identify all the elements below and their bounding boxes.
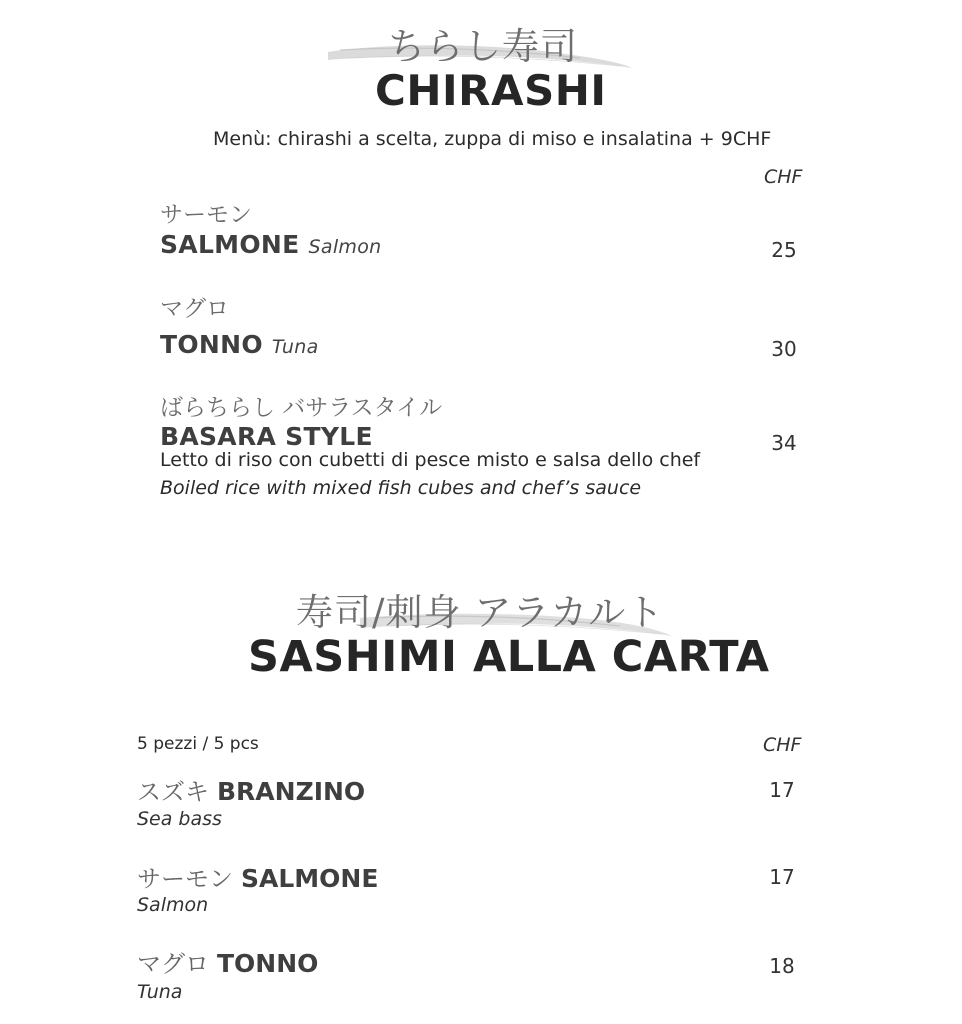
section2-jp-title: 寿司/刺身 アラカルト [296,591,665,634]
item-name [160,230,382,259]
portion-size: 5 pezzi / 5 pcs [137,734,259,754]
item-it-name: BRANZINO [217,777,366,806]
item-en-name: Salmon [137,894,209,916]
menu-note: Menù: chirashi a scelta, zuppa di miso e insalatina + 9CHF [213,128,772,150]
item-en-name: Tuna [271,336,319,358]
item-jp-name: スズキ [137,778,209,806]
item-price: 25 [771,238,797,262]
item-it-name: TONNO [217,949,319,978]
section2-title: SASHIMI ALLA CARTA [248,632,770,682]
item-jp-name: サーモン [137,865,233,893]
item-description-en: Boiled rice with mixed fish cubes and chef’s sauce [160,477,642,499]
item-description-it: Letto di riso con cubetti di pesce misto e salsa dello chef [160,449,701,471]
currency-header: CHF [764,166,803,188]
sashimi-item-title [137,772,365,807]
item-price: 30 [771,337,797,361]
item-name [160,330,319,359]
item-en-name: Tuna [137,981,183,1003]
item-name: BASARA STYLE [160,422,373,451]
item-price: 17 [769,865,795,889]
sashimi-item-title [137,859,378,894]
item-jp-name: ばらちらし バサラスタイル [160,395,443,421]
item-jp-name: マグロ [160,296,229,322]
item-en-name: Sea bass [137,808,222,830]
section1-title: CHIRASHI [375,66,607,115]
item-en-name: Salmon [308,236,382,258]
item-price: 34 [771,431,797,455]
item-it-name: SALMONE [241,864,379,893]
item-jp-name: サーモン [160,202,252,228]
item-price: 18 [769,954,795,978]
item-it-name: SALMONE [160,230,300,259]
item-price: 17 [769,778,795,802]
item-jp-name: マグロ [137,950,209,978]
sashimi-item-title [137,944,318,979]
currency-header: CHF [763,734,802,756]
item-it-name: TONNO [160,330,263,359]
section1-jp-title: ちらし寿司 [388,25,578,68]
